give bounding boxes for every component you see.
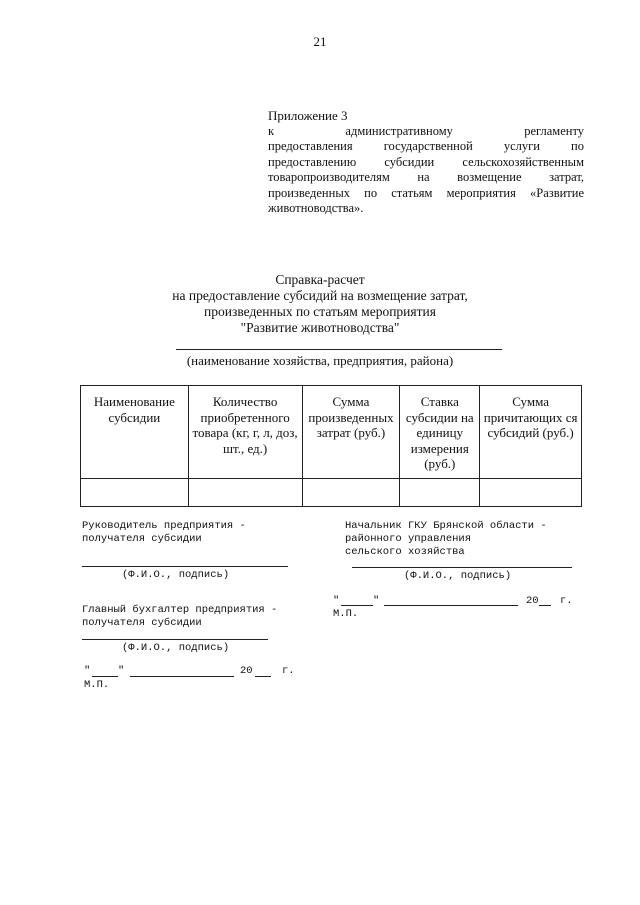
table-cell[interactable] (188, 479, 302, 507)
signature-label: Руководитель предприятия - (82, 520, 246, 532)
head-enterprise-signature-line[interactable] (82, 566, 288, 567)
chief-accountant-title (82, 604, 277, 630)
signature-label: Главный бухгалтер предприятия - (82, 604, 278, 616)
table-header-cell: Наименование субсидии (81, 386, 189, 479)
heading-line: на предоставление субсидий на возмещение затрат, (172, 288, 468, 303)
signature-caption: (Ф.И.О., подпись) (404, 570, 512, 582)
date-open-quote: " (333, 595, 340, 607)
enterprise-name-line (176, 349, 502, 350)
date-open-quote: " (84, 665, 91, 677)
page-number: 21 (313, 34, 327, 49)
document-heading (0, 272, 640, 336)
signature-caption: (Ф.И.О., подпись) (122, 569, 230, 581)
calculation-table (80, 385, 582, 507)
annex-line: произведенных по статьям мероприятия «Развитие (268, 185, 584, 200)
annex-title: Приложение 3 (268, 108, 348, 123)
annex-line: предоставления государственной услуги по (268, 139, 584, 153)
signature-label: районного управления (345, 533, 472, 545)
chief-accountant-signature-line[interactable] (82, 639, 268, 640)
signature-label: Начальник ГКУ Брянской области - (345, 520, 547, 532)
table-cell[interactable] (400, 479, 480, 507)
date-year-prefix: 20 (526, 595, 539, 607)
annex-line: предоставлению субсидии сельскохозяйственным (268, 154, 584, 169)
stamp-placeholder: М.П. (84, 679, 110, 691)
enterprise-name-caption: (наименование хозяйства, предприятия, района) (186, 353, 454, 368)
date-year-line[interactable] (255, 676, 271, 677)
annex-line: к административному регламенту (268, 123, 584, 138)
table-header-cell: Сумма произведенных затрат (руб.) (302, 386, 400, 479)
annex-line: животноводства». (268, 201, 364, 215)
signature-label: сельского хозяйства (345, 546, 465, 558)
head-enterprise-title (82, 520, 246, 546)
heading-line: "Развитие животноводства" (240, 320, 400, 335)
date-day-line[interactable] (341, 605, 373, 606)
table-header-row (81, 386, 582, 479)
signature-label: получателя субсидии (82, 617, 202, 629)
stamp-placeholder: М.П. (333, 608, 359, 620)
table-row (81, 479, 582, 507)
signature-caption: (Ф.И.О., подпись) (122, 642, 230, 654)
table-header-cell: Количество приобретенного товара (кг, г, л, доз, шт., ед.) (188, 386, 302, 479)
table-cell[interactable] (480, 479, 582, 507)
annex-block (268, 108, 584, 217)
date-year-suffix: г. (560, 595, 573, 607)
head-gku-signature-line[interactable] (352, 567, 572, 568)
date-close-quote: " (118, 665, 125, 677)
annex-line: товаропроизводителям на возмещение затрат, (268, 170, 584, 184)
table-cell[interactable] (302, 479, 400, 507)
heading-line: произведенных по статьям мероприятия (204, 304, 436, 319)
head-gku-title (345, 520, 547, 559)
date-close-quote: " (373, 595, 380, 607)
date-year-prefix: 20 (240, 665, 253, 677)
date-month-line[interactable] (384, 605, 518, 606)
signature-label: получателя субсидии (82, 533, 202, 545)
table-header-cell: Ставка субсидии на единицу измерения (руб.) (400, 386, 480, 479)
date-year-line[interactable] (539, 605, 551, 606)
table-header-cell: Сумма причитающих ся субсидий (руб.) (480, 386, 582, 479)
date-day-line[interactable] (92, 676, 118, 677)
table-cell[interactable] (81, 479, 189, 507)
date-year-suffix: г. (282, 665, 295, 677)
date-month-line[interactable] (130, 676, 234, 677)
heading-title: Справка-расчет (275, 272, 365, 287)
